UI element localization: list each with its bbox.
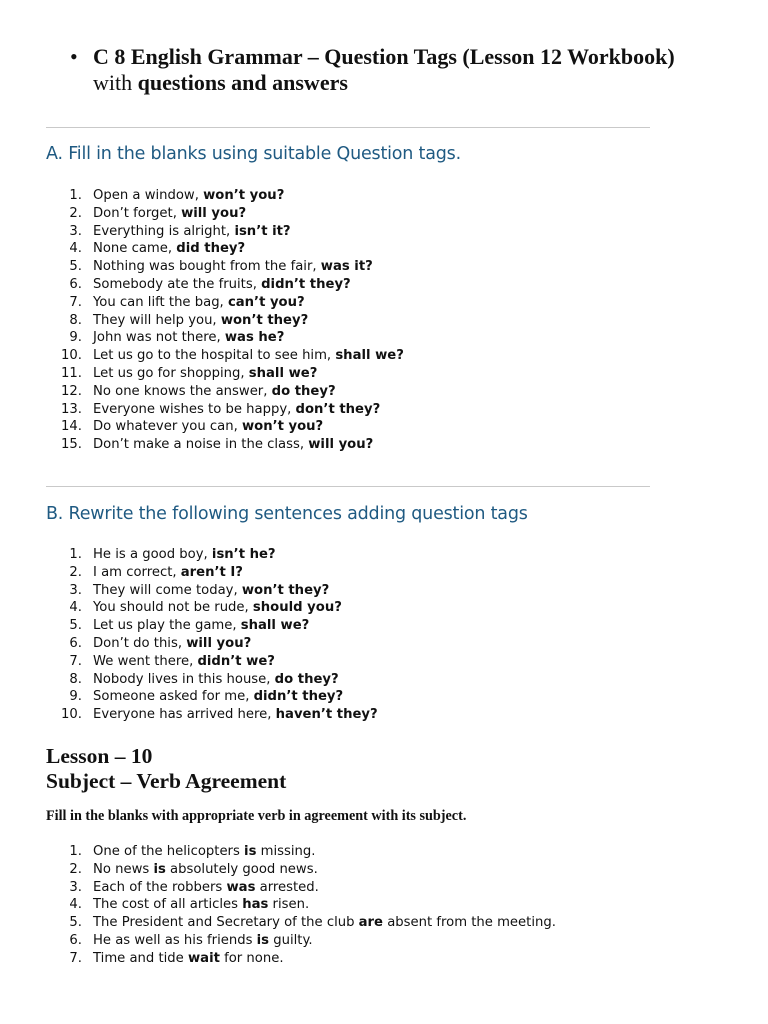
title-line-1 [70,44,750,70]
list-item: 5. Let us play the game, shall we? [69,618,310,634]
list-item: 3. Each of the robbers was arrested. [69,879,319,895]
list-item: 9. Someone asked for me, didn’t they? [69,689,344,705]
section-a-heading: A. Fill in the blanks using suitable Question tags. [46,144,461,164]
list-item: 1. One of the helicopters is missing. [69,844,316,859]
list-item: 2. Don’t forget, will you? [69,205,247,221]
list-item: 8. Nobody lives in this house, do they? [69,671,339,687]
list-item: 12. No one knows the answer, do they? [61,383,336,399]
list-item: 5. The President and Secretary of the club are absent from the meeting. [69,915,556,931]
list-item: 4. The cost of all articles has risen. [69,897,310,913]
list-item: 10. Everyone has arrived here, haven’t they? [61,707,378,723]
list-item: 10. Let us go to the hospital to see him, shall we? [61,348,404,364]
list-item: 11. Let us go for shopping, shall we? [61,365,318,381]
lesson-subject-heading: Subject – Verb Agreement [46,769,287,793]
document-title [70,44,750,96]
title-with: with [93,70,138,95]
list-item: 6. Somebody ate the fruits, didn’t they? [69,276,351,292]
list-item: 7. We went there, didn’t we? [69,653,275,669]
section-b-heading: B. Rewrite the following sentences adding question tags [46,504,528,524]
divider [46,486,650,487]
list-item: 9. John was not there, was he? [69,330,285,346]
list-item: 6. He as well as his friends is guilty. [69,932,313,948]
section-b-list [46,546,378,724]
list-item: 4. None came, did they? [69,241,246,257]
lesson-list [46,843,556,968]
list-item: 2. No news is absolutely good news. [69,861,318,877]
list-item: 7. You can lift the bag, can’t you? [69,294,305,310]
list-item: 1. Open a window, won’t you? [69,188,285,203]
bullet-icon: • [70,44,78,69]
list-item: 14. Do whatever you can, won’t you? [61,419,324,435]
section-a-list [46,187,404,454]
list-item: 8. They will help you, won’t they? [69,312,309,328]
lesson-number-heading: Lesson – 10 [46,744,153,768]
list-item: 6. Don’t do this, will you? [69,635,252,651]
list-item: 15. Don’t make a noise in the class, will you? [61,437,374,453]
title-qa: questions and answers [137,70,348,95]
divider [46,127,650,128]
title-line-2 [70,70,750,96]
list-item: 3. Everything is alright, isn’t it? [69,223,291,239]
list-item: 3. They will come today, won’t they? [69,582,330,598]
list-item: 1. He is a good boy, isn’t he? [69,547,276,562]
list-item: 5. Nothing was bought from the fair, was it? [69,259,373,275]
list-item: 13. Everyone wishes to be happy, don’t they? [61,401,381,417]
title-main: C 8 English Grammar – Question Tags (Lesson 12 Workbook) [93,44,675,69]
list-item: 7. Time and tide wait for none. [69,950,284,966]
instruction-text: Fill in the blanks with appropriate verb in agreement with its subject. [46,808,467,824]
list-item: 2. I am correct, aren’t I? [69,564,243,580]
list-item: 4. You should not be rude, should you? [69,600,342,616]
